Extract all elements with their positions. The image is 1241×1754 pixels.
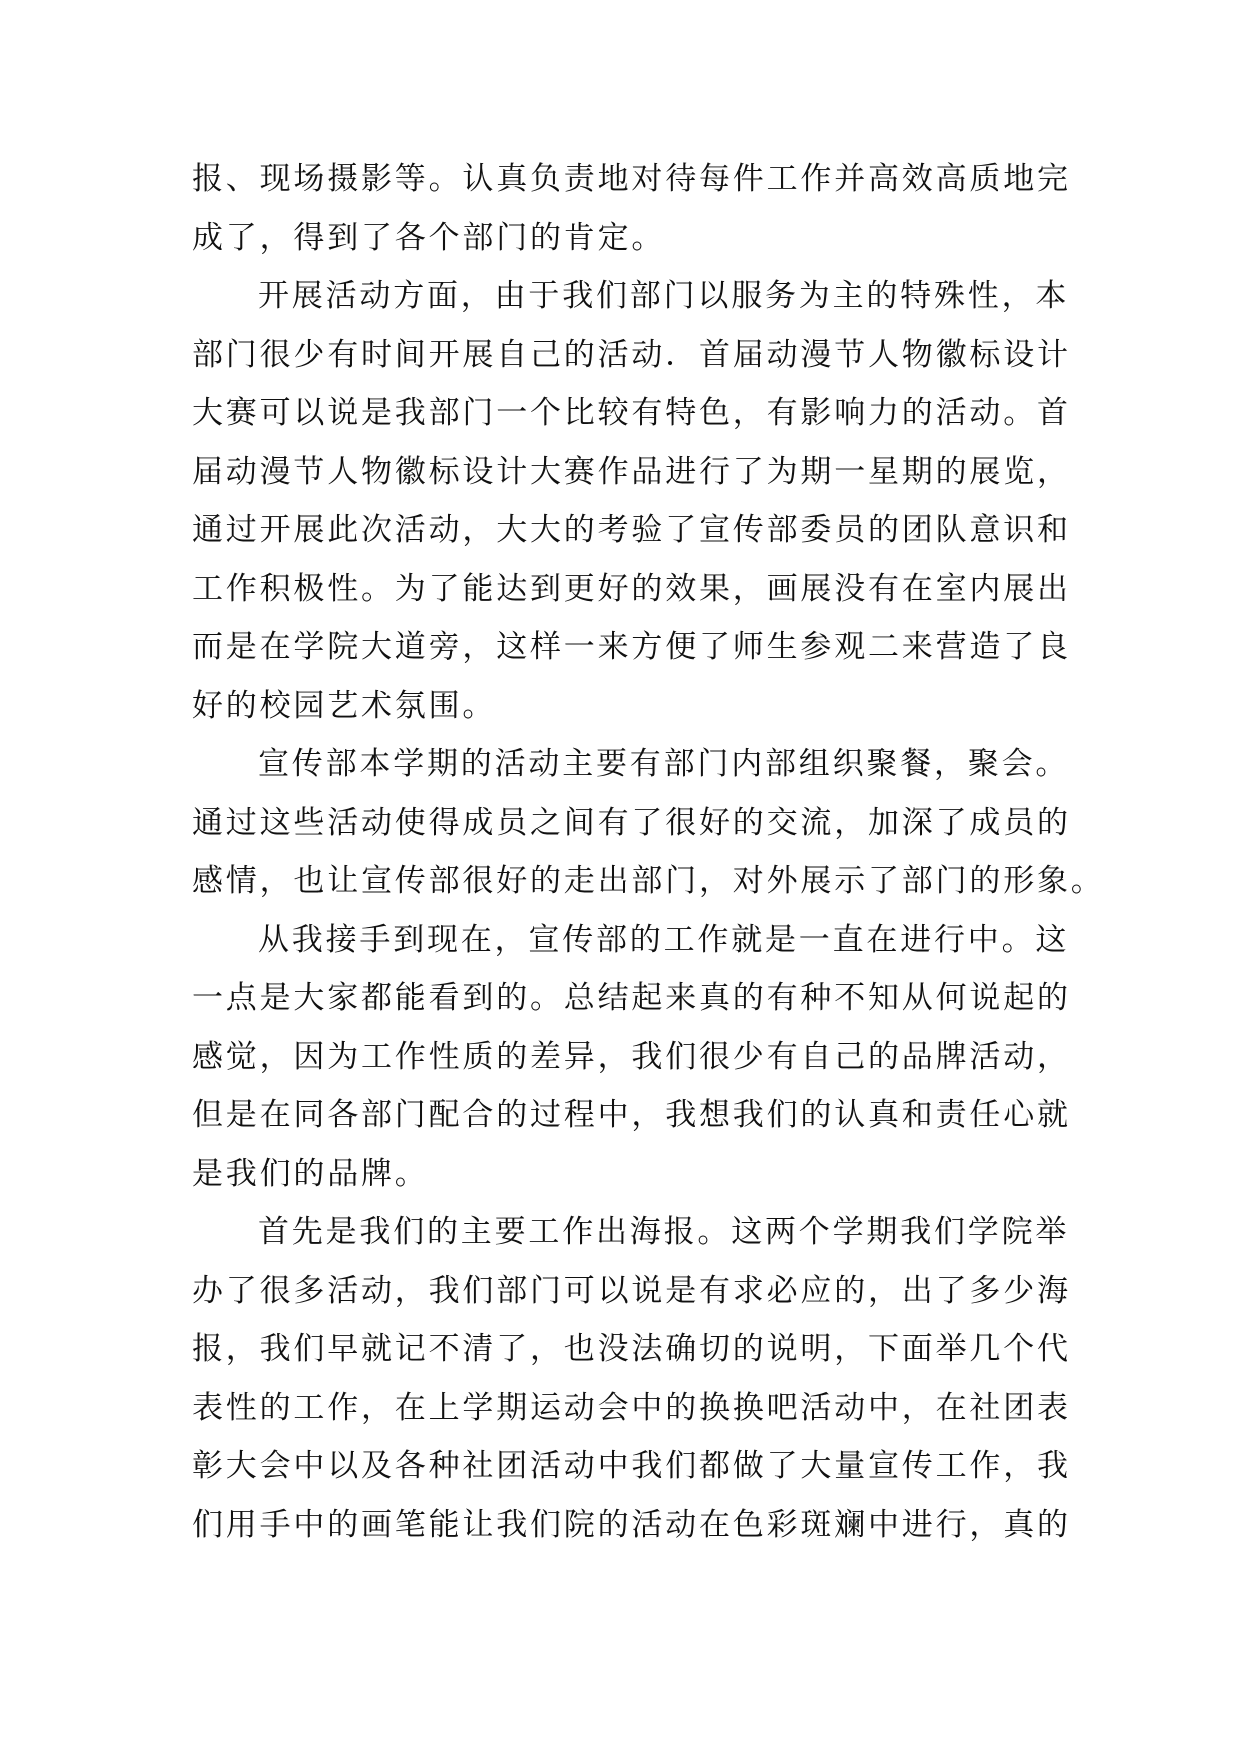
text-line: 们用手中的画笔能让我们院的活动在色彩斑斓中进行，真的 [192,1506,1071,1543]
text-line: 部门很少有时间开展自己的活动．首届动漫节人物徽标设计 [192,336,1071,373]
text-line: 宣传部本学期的活动主要有部门内部组织聚餐，聚会。 [258,746,1070,782]
text-line: 开展活动方面，由于我们部门以服务为主的特殊性，本 [258,278,1070,314]
paragraph-5 [192,1203,1071,1554]
text-line: 但是在同各部门配合的过程中，我想我们的认真和责任心就 [192,1097,1071,1133]
paragraph-1 [192,150,1071,267]
text-line: 工作积极性。为了能达到更好的效果，画展没有在室内展出 [192,570,1071,607]
text-line: 首先是我们的主要工作出海报。这两个学期我们学院举 [258,1214,1070,1250]
text-line: 报、现场摄影等。认真负责地对待每件工作并高效高质地完 [192,161,1071,197]
text-line: 感情，也让宣传部很好的走出部门，对外展示了部门的形象。 [192,863,1105,899]
paragraph-4 [192,911,1071,1204]
text-line: 是我们的品牌。 [192,1155,429,1192]
document-body [192,150,1105,1554]
text-line: 而是在学院大道旁，这样一来方便了师生参观二来营造了良 [192,629,1071,665]
text-line: 通过开展此次活动，大大的考验了宣传部委员的团队意识和 [192,512,1071,548]
text-line: 一点是大家都能看到的。总结起来真的有种不知从何说起的 [192,980,1071,1016]
text-line: 好的校园艺术氛围。 [192,687,497,724]
text-line: 感觉，因为工作性质的差异，我们很少有自己的品牌活动， [192,1038,1071,1075]
paragraph-3 [192,735,1105,911]
text-line: 大赛可以说是我部门一个比较有特色，有影响力的活动。首 [192,395,1071,431]
text-line: 通过这些活动使得成员之间有了很好的交流，加深了成员的 [192,804,1071,841]
paragraph-2 [192,267,1071,735]
text-line: 表性的工作，在上学期运动会中的换换吧活动中，在社团表 [192,1389,1071,1426]
text-line: 成了，得到了各个部门的肯定。 [192,219,666,256]
text-line: 从我接手到现在，宣传部的工作就是一直在进行中。这 [258,921,1070,958]
text-line: 办了很多活动，我们部门可以说是有求必应的，出了多少海 [192,1272,1071,1309]
text-line: 届动漫节人物徽标设计大赛作品进行了为期一星期的展览， [192,453,1071,490]
text-line: 彰大会中以及各种社团活动中我们都做了大量宣传工作，我 [192,1448,1071,1484]
text-line: 报，我们早就记不清了，也没法确切的说明，下面举几个代 [192,1331,1071,1367]
